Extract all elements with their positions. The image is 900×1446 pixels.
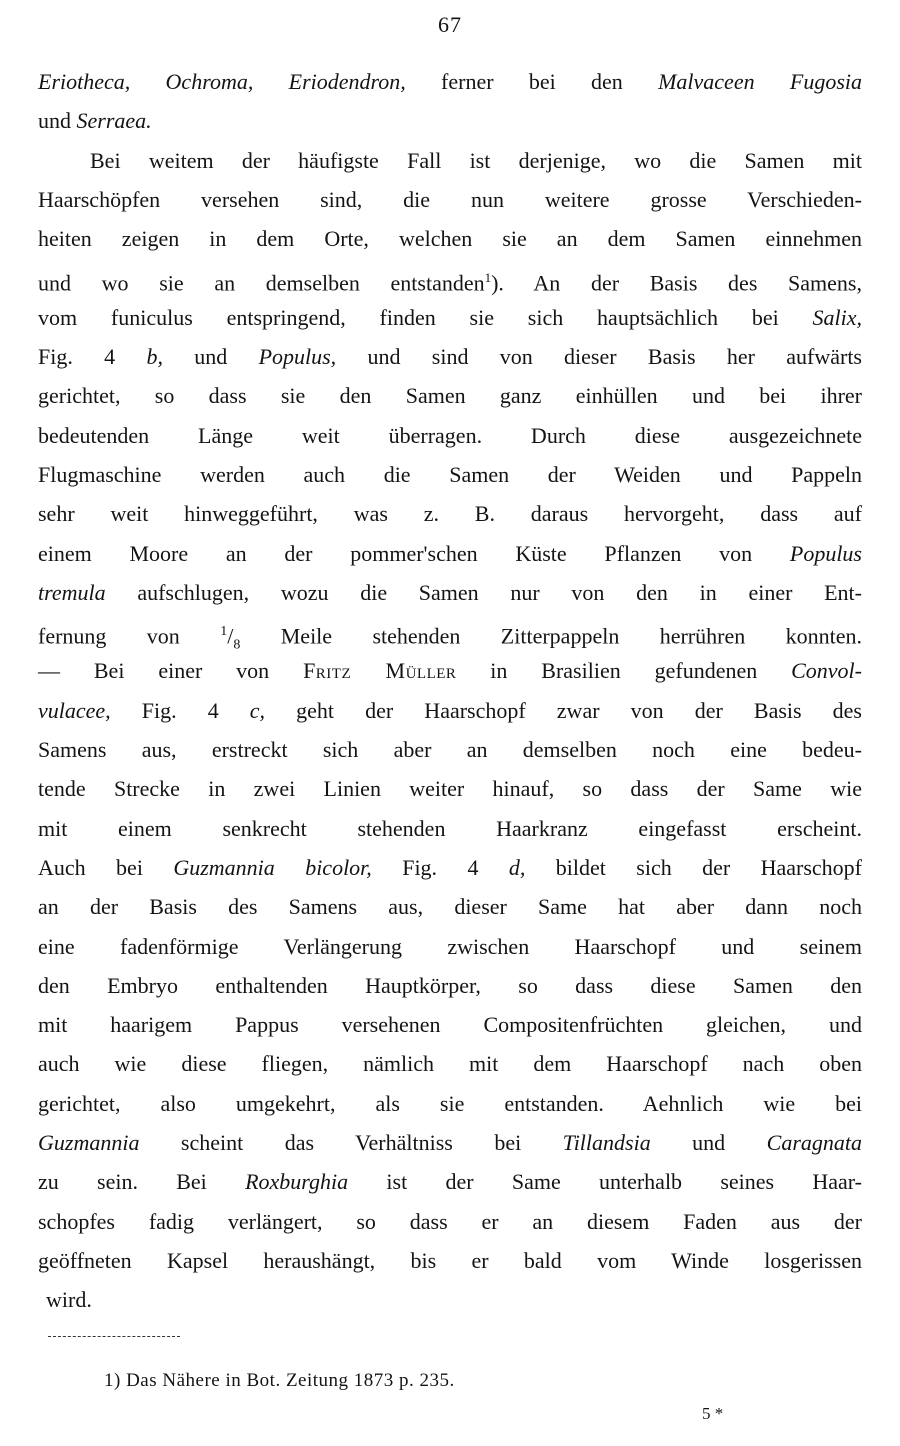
paragraph-start-line: Bei weitem der häufigste Fall ist derjenige, wo die Samen mit [90, 147, 862, 173]
footnote: 1) Das Nähere in Bot. Zeitung 1873 p. 235. [104, 1370, 455, 1391]
text-line: geöffneten Kapsel heraushängt, bis er bald vom Winde losgerissen [38, 1247, 862, 1273]
text-line: vom funiculus entspringend, finden sie sich hauptsächlich bei Salix, [38, 304, 862, 330]
text-line: gerichtet, also umgekehrt, als sie entstanden. Aehnlich wie bei [38, 1090, 862, 1116]
text-line: und wo sie an demselben entstanden$^1$). An der Basis des Samens, [38, 270, 862, 296]
page-number: 67 [438, 12, 462, 37]
text-line: gerichtet, so dass sie den Samen ganz einhüllen und bei ihrer [38, 383, 862, 409]
text-line: mit einem senkrecht stehenden Haarkranz eingefasst erscheint. [38, 815, 862, 841]
text-line: heiten zeigen in dem Orte, welchen sie an dem Samen einnehmen [38, 226, 862, 252]
text-line: und Serraea. [38, 108, 152, 134]
text-line: — Bei einer von Fritz Müller in Brasilien gefundenen Convol- [38, 658, 862, 684]
text-line: an der Basis des Samens aus, dieser Same hat aber dann noch [38, 894, 862, 920]
text-line: sehr weit hinweggeführt, was z. B. daraus hervorgeht, dass auf [38, 501, 862, 527]
text-line: tremula aufschlugen, wozu die Samen nur von den in einer Ent- [38, 579, 862, 605]
text-line: vulacee, Fig. 4 c, geht der Haarschopf zwar von der Basis des [38, 697, 862, 723]
text-line: wird. [46, 1287, 92, 1313]
text-line: tende Strecke in zwei Linien weiter hinauf, so dass der Same wie [38, 776, 862, 802]
fraction-numerator: 1 [220, 624, 228, 640]
text-line: eine fadenförmige Verlängerung zwischen Haarschopf und seinem [38, 933, 862, 959]
text-line: Haarschöpfen versehen sind, die nun weitere grosse Verschieden- [38, 186, 862, 212]
text-line: Auch bei Guzmannia bicolor, Fig. 4 d, bildet sich der Haarschopf [38, 854, 863, 880]
text-line: mit haarigem Pappus versehenen Compositenfrüchten gleichen, und [38, 1012, 862, 1038]
fraction-denominator: 8 [233, 637, 241, 653]
text-line: den Embryo enthaltenden Hauptkörper, so dass diese Samen den [38, 972, 862, 998]
footnote-separator [48, 1336, 180, 1337]
text-line: bedeutenden Länge weit überragen. Durch diese ausgezeichnete [38, 422, 862, 448]
text-line: auch wie diese fliegen, nämlich mit dem Haarschopf nach oben [38, 1051, 862, 1077]
text-line: einem Moore an der pommer'schen Küste Pflanzen von Populus [38, 540, 862, 566]
printer-signature-mark: 5 * [702, 1404, 724, 1423]
text-line: Samens aus, erstreckt sich aber an demselben noch eine bedeu- [38, 737, 862, 763]
footnote-marker: 1 [484, 270, 492, 286]
body-text [38, 62, 862, 1320]
text-line: Flugmaschine werden auch die Samen der Weiden und Pappeln [38, 461, 862, 487]
text-line: zu sein. Bei Roxburghia ist der Same unterhalb seines Haar- [38, 1169, 862, 1195]
text-line: schopfes fadig verlängert, so dass er an diesem Faden aus der [38, 1208, 862, 1234]
text-line: fernung von $^1/_8$ Meile stehenden Zitterpappeln herrühren konnten. [38, 623, 862, 653]
text-line: Fig. 4 b, und Populus, und sind von dieser Basis her aufwärts [38, 344, 862, 370]
text-line: Guzmannia scheint das Verhältniss bei Tillandsia und Caragnata [38, 1130, 863, 1156]
person-name: Fritz Müller [303, 658, 457, 684]
text-line: Eriotheca, Ochroma, Eriodendron, ferner bei den Malvaceen Fugosia [38, 69, 862, 94]
